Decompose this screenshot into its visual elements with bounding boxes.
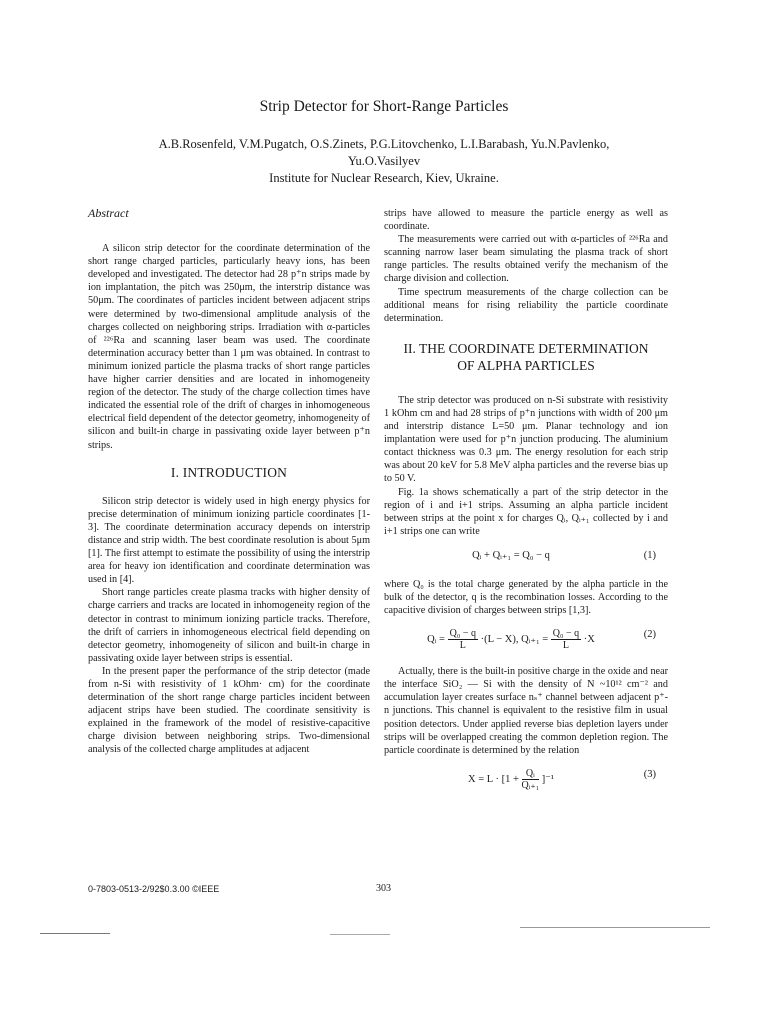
page-number: 303 — [376, 883, 391, 894]
intro-paragraph-3: In the present paper the performance of the strip detector (made from n-Si with resistivity of 1 kOhm· cm) for the coordinate determination of the short range charge particles incident between adjacent strips have been studied. The coordinate sensitivity is explained in the framework of the model of resistive-capacitive charge division between neighboring strips. Two-dimensional analysis of the collected charge amplitudes at adjacent — [88, 665, 370, 756]
scan-artifact-line — [40, 933, 110, 934]
affiliation: Institute for Nuclear Research, Kiev, Ukraine. — [269, 171, 499, 185]
eq3-fraction — [522, 768, 540, 791]
scan-artifact-line — [330, 934, 390, 935]
equation-3-number: (3) — [643, 768, 656, 780]
left-column — [88, 207, 370, 757]
abstract-heading: Abstract — [88, 206, 129, 220]
eq2-fraction-1 — [448, 628, 478, 651]
intro-paragraph-2: Short range particles create plasma tracks with higher density of charge carriers and tracks are located in inhomogeneity region of the detector in contrast to minimum ionizing particle tracks. Therefore, the drift of carriers in inhomogeneous electrical field depending on detector geometry, inhomogeneity of silicon and built-in charge in passivating oxide layer between strips is essential. — [88, 587, 370, 664]
eq3-fraction-denominator: Qᵢ₊₁ — [521, 779, 540, 791]
paper-title: Strip Detector for Short-Range Particles — [259, 98, 509, 115]
eq2-fraction-2-numerator: Q₀ − q — [552, 628, 580, 640]
right-paragraph-2: Time spectrum measurements of the charge collection can be additional means for rising reliability the particle coordinate determination. — [384, 286, 668, 324]
authors-line-1: A.B.Rosenfeld, V.M.Pugatch, O.S.Zinets, P.G.Litovchenko, L.I.Barabash, Yu.N.Pavlenko, — [158, 137, 610, 151]
section-heading-line-1: II. THE COORDINATE DETERMINATION — [403, 340, 649, 356]
eq2-lhs: Qᵢ = — [427, 634, 445, 646]
equation-1 — [384, 542, 668, 570]
eq2-fraction-1-denominator: L — [459, 640, 466, 652]
section2-paragraph-1: The strip detector was produced on n-Si substrate with resistivity 1 kOhm cm and had 28 strips of p⁺n junctions with width of 200 μm and interstrip distance L=50 μm. Planar technology and ion implantation were used for p⁺n junction producing. The aluminium contact thickness was 0.3 μm. The energy resolution for each strip was about 20 keV for 5.8 MeV alpha particles and the reverse bias up to 50 V. — [384, 394, 668, 485]
equation-2 — [384, 621, 668, 657]
right-paragraph-continued: strips have allowed to measure the particle energy as well as coordinate. — [384, 208, 668, 233]
intro-paragraph-1: Silicon strip detector is widely used in high energy physics for precise determination of minimum ionizing particle coordinates [1-3]. The coordinate determination accuracy depends on interstrip distance and strip width. The best coordinate resolution is about 5μm [1]. The first attempt to estimate the possibility of using the interstrip area for heavy ion identification and coordinate determination was used in [4]. — [88, 495, 370, 586]
copyright-line: 0-7803-0513-2/92$0.3.00 ©IEEE — [88, 884, 220, 894]
author-block — [90, 136, 678, 187]
eq2-fraction-2 — [551, 628, 581, 651]
eq3-lhs: X = L · [1 + — [468, 773, 519, 785]
abstract-text: A silicon strip detector for the coordinate determination of the short range charged particles, particularly heavy ions, has been developed and investigated. The detector had 28 p⁺n strips made by ion implantation, the pitch was 250μm, the interstrip distance was 50μm. The coordinates of particles incident between adjacent strips were determined by two-dimensional amplitude analysis of the charges collected on neighboring strips. Irradiation with α-particles of ²²⁶Ra and scanning laser beam was used. The coordinate determination accuracy better than 1 μm was obtained. In contrast to minimum ionized particle the plasma tracks of short range particles have higher carrier densities and are located in inhomogeneity region of the detector. The study of the charge collection times have indicated the essential role of the drift of charges in inhomogeneous electrical field dependent of the detector geometry, inhomogeneity of silicon and built-in charge in passivating oxide layer between p⁺n strips. — [88, 243, 370, 451]
right-column — [384, 207, 668, 809]
section2-paragraph-3: where Q₀ is the total charge generated by the alpha particle in the bulk of the detector, q is the recombination losses. According to the capacitive division of charges between strips [1,3]. — [384, 578, 668, 617]
equation-3 — [384, 761, 668, 801]
eq3-tail: ]⁻¹ — [541, 773, 554, 785]
authors-line-2: Yu.O.Vasilyev — [347, 154, 421, 168]
eq2-tail: ·X — [583, 634, 595, 646]
right-paragraph-1: The measurements were carried out with α-particles of ²²⁶Ra and scanning narrow laser beam simulating the plasma track of short range particles. The results obtained verify the mechanism of the charge division and collection. — [384, 234, 668, 285]
section-heading-line-2: OF ALPHA PARTICLES — [457, 357, 595, 373]
section2-paragraph-4: Actually, there is the built-in positive charge in the oxide and near the interface SiO₂ — Si with the density of N ~10¹² cm⁻² and accumulation layer creates surface nₛ⁺ channel between adjacent p⁺-n junctions. This channel is equivalent to the resistive film in usual position detectors. Under applied reverse bias depletion layers under strips will be overlapped creating the common depletion region. The particle coordinate is determined by the relation — [384, 666, 668, 756]
equation-1-number: (1) — [643, 549, 656, 561]
eq2-fraction-2-denominator: L — [562, 640, 570, 652]
eq2-middle: ·(L − X), Qᵢ₊₁ = — [480, 634, 549, 646]
scan-artifact-line — [520, 927, 710, 928]
eq3-fraction-numerator: Qᵢ — [522, 768, 540, 780]
section2-paragraph-2: Fig. 1a shows schematically a part of the strip detector in the region of i and i+1 strips. Assuming an alpha particle incident between strips at the point x for charges Qᵢ, Qᵢ₊₁ collected by i and i+1 strips one can write — [384, 486, 668, 537]
equation-1-body: Qᵢ + Qᵢ₊₁ = Q₀ − q — [472, 549, 550, 561]
eq2-fraction-1-numerator: Q₀ − q — [449, 628, 476, 640]
section-heading-coordinate — [384, 340, 668, 374]
section-heading-introduction: I. INTRODUCTION — [170, 464, 288, 480]
equation-2-number: (2) — [643, 629, 656, 641]
equation-2-body — [384, 628, 638, 651]
equation-3-body — [384, 768, 638, 791]
